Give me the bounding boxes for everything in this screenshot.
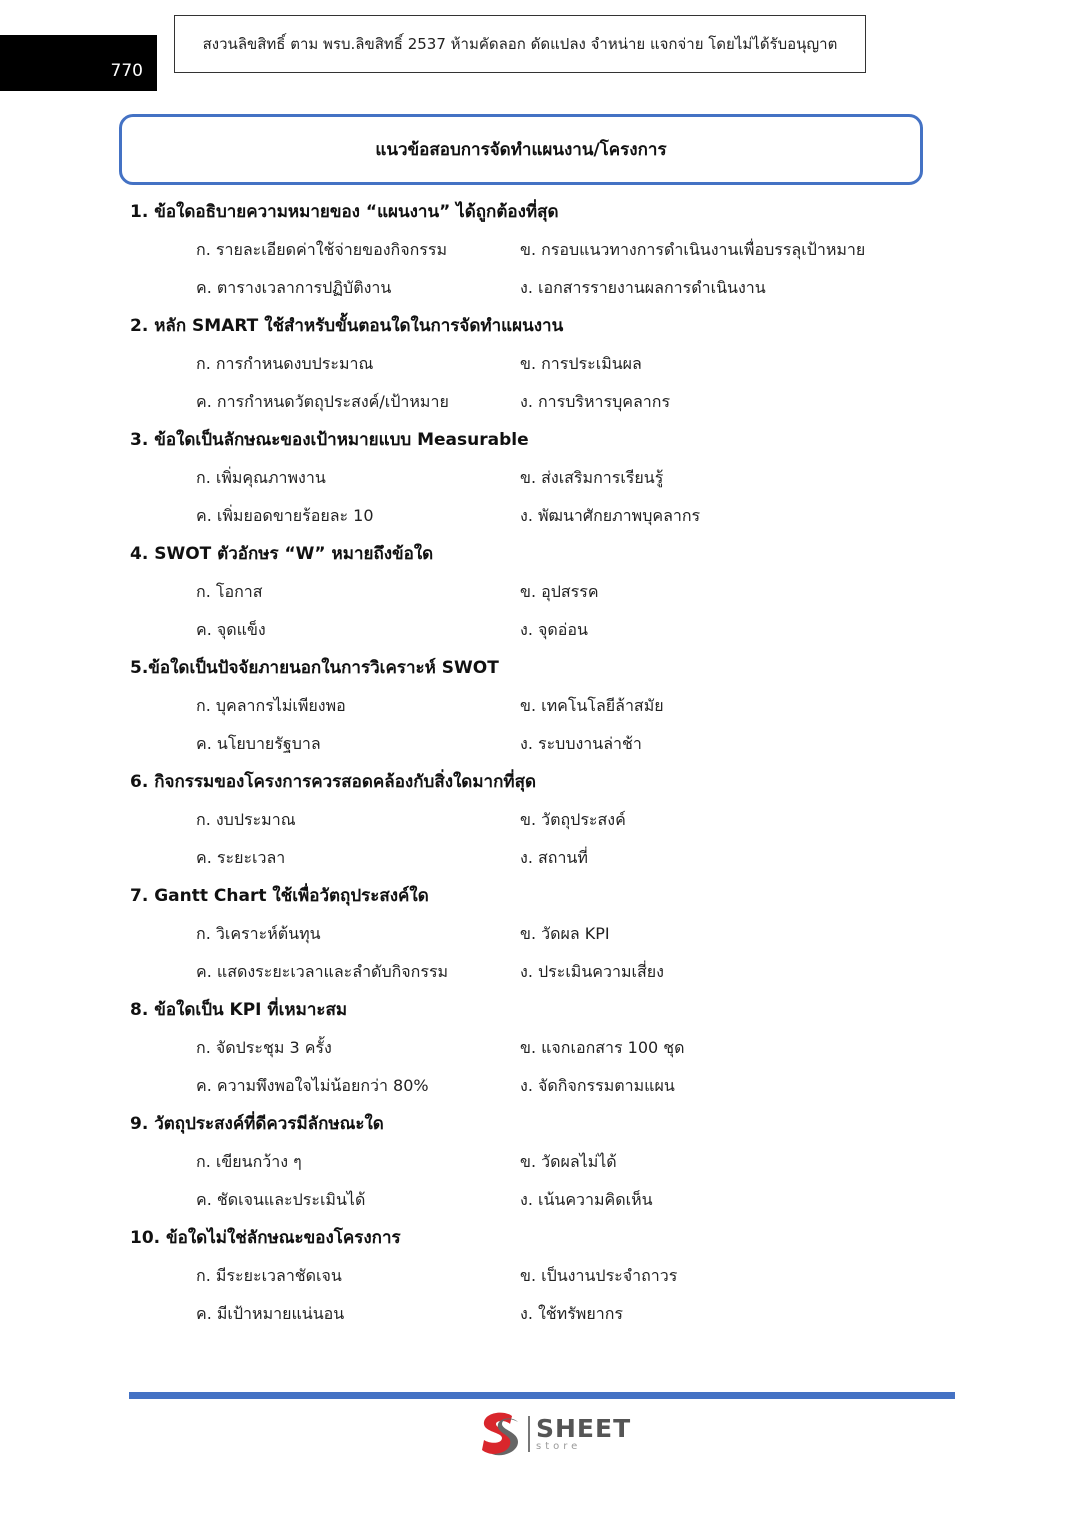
option-a: ก. จัดประชุม 3 ครั้ง — [196, 1038, 332, 1057]
option-a: ก. เขียนกว้าง ๆ — [196, 1152, 302, 1171]
sheet-store-s-icon — [478, 1410, 522, 1458]
option-a: ก. รายละเอียดค่าใช้จ่ายของกิจกรรม — [196, 240, 447, 259]
option-c: ค. ความพึงพอใจไม่น้อยกว่า 80% — [196, 1076, 429, 1095]
option-d: ง. จุดอ่อน — [520, 620, 588, 639]
copyright-notice: สงวนลิขสิทธิ์ ตาม พรบ.ลิขสิทธิ์ 2537 ห้ามคัดลอก ดัดแปลง จำหน่าย แจกจ่าย โดยไม่ได้รับอนุญาต — [174, 15, 866, 73]
option-c: ค. ชัดเจนและประเมินได้ — [196, 1190, 366, 1209]
question-list — [130, 193, 960, 1333]
option-c: ค. แสดงระยะเวลาและลำดับกิจกรรม — [196, 962, 449, 981]
option-d: ง. สถานที่ — [520, 848, 588, 867]
option-a: ก. การกำหนดงบประมาณ — [196, 354, 374, 373]
option-c: ค. เพิ่มยอดขายร้อยละ 10 — [196, 506, 374, 525]
logo-sub-text: store — [536, 1441, 582, 1452]
question-2 — [130, 307, 960, 421]
option-c: ค. ระยะเวลา — [196, 848, 286, 867]
option-d: ง. จัดกิจกรรมตามแผน — [520, 1076, 675, 1095]
question-text: 6. กิจกรรมของโครงการควรสอดคล้องกับสิ่งใดมากที่สุด — [130, 772, 536, 792]
option-b: ข. การประเมินผล — [520, 354, 642, 373]
option-b: ข. ส่งเสริมการเรียนรู้ — [520, 468, 664, 487]
question-10 — [130, 1219, 960, 1333]
sheet-store-logo — [478, 1410, 631, 1458]
question-8 — [130, 991, 960, 1105]
page-title: แนวข้อสอบการจัดทำแผนงาน/โครงการ — [119, 114, 923, 185]
question-text: 3. ข้อใดเป็นลักษณะของเป้าหมายแบบ Measurable — [130, 430, 529, 450]
question-text: 1. ข้อใดอธิบายความหมายของ “แผนงาน” ได้ถูกต้องที่สุด — [130, 202, 559, 222]
option-d: ง. เน้นความคิดเห็น — [520, 1190, 653, 1209]
option-d: ง. ประเมินความเสี่ยง — [520, 962, 664, 981]
question-text: 7. Gantt Chart ใช้เพื่อวัตถุประสงค์ใด — [130, 886, 429, 906]
option-b: ข. วัดผล KPI — [520, 924, 610, 943]
option-a: ก. วิเคราะห์ต้นทุน — [196, 924, 321, 943]
question-text: 2. หลัก SMART ใช้สำหรับขั้นตอนใดในการจัดทำแผนงาน — [130, 316, 564, 336]
question-4 — [130, 535, 960, 649]
option-a: ก. มีระยะเวลาชัดเจน — [196, 1266, 342, 1285]
footer-divider — [129, 1392, 955, 1399]
option-d: ง. ใช้ทรัพยากร — [520, 1304, 623, 1323]
option-b: ข. กรอบแนวทางการดำเนินงานเพื่อบรรลุเป้าหมาย — [520, 240, 866, 259]
question-text: 9. วัตถุประสงค์ที่ดีควรมีลักษณะใด — [130, 1114, 384, 1134]
question-3 — [130, 421, 960, 535]
option-a: ก. งบประมาณ — [196, 810, 296, 829]
question-text: 8. ข้อใดเป็น KPI ที่เหมาะสม — [130, 1000, 348, 1020]
option-b: ข. วัดผลไม่ได้ — [520, 1152, 617, 1171]
question-7 — [130, 877, 960, 991]
page-number: 770 — [0, 35, 157, 91]
option-c: ค. การกำหนดวัตถุประสงค์/เป้าหมาย — [196, 392, 449, 411]
option-d: ง. พัฒนาศักยภาพบุคลากร — [520, 506, 701, 525]
option-b: ข. เทคโนโลยีล้าสมัย — [520, 696, 664, 715]
option-d: ง. การบริหารบุคลากร — [520, 392, 671, 411]
option-c: ค. นโยบายรัฐบาล — [196, 734, 321, 753]
question-9 — [130, 1105, 960, 1219]
option-c: ค. มีเป้าหมายแน่นอน — [196, 1304, 345, 1323]
option-d: ง. ระบบงานล่าช้า — [520, 734, 642, 753]
question-1 — [130, 193, 960, 307]
option-b: ข. อุปสรรค — [520, 582, 599, 601]
option-a: ก. เพิ่มคุณภาพงาน — [196, 468, 326, 487]
question-text: 10. ข้อใดไม่ใช่ลักษณะของโครงการ — [130, 1228, 401, 1248]
logo-main-text: SHEET — [536, 1414, 632, 1443]
option-b: ข. เป็นงานประจำถาวร — [520, 1266, 678, 1285]
question-5 — [130, 649, 960, 763]
question-6 — [130, 763, 960, 877]
option-a: ก. โอกาส — [196, 582, 263, 601]
option-c: ค. จุดแข็ง — [196, 620, 266, 639]
question-text: 4. SWOT ตัวอักษร “W” หมายถึงข้อใด — [130, 544, 434, 564]
option-c: ค. ตารางเวลาการปฏิบัติงาน — [196, 278, 392, 297]
option-a: ก. บุคลากรไม่เพียงพอ — [196, 696, 346, 715]
question-text: 5.ข้อใดเป็นปัจจัยภายนอกในการวิเคราะห์ SWOT — [130, 658, 499, 678]
logo-wordmark — [528, 1416, 631, 1452]
option-d: ง. เอกสารรายงานผลการดำเนินงาน — [520, 278, 766, 297]
option-b: ข. แจกเอกสาร 100 ชุด — [520, 1038, 685, 1057]
option-b: ข. วัตถุประสงค์ — [520, 810, 626, 829]
